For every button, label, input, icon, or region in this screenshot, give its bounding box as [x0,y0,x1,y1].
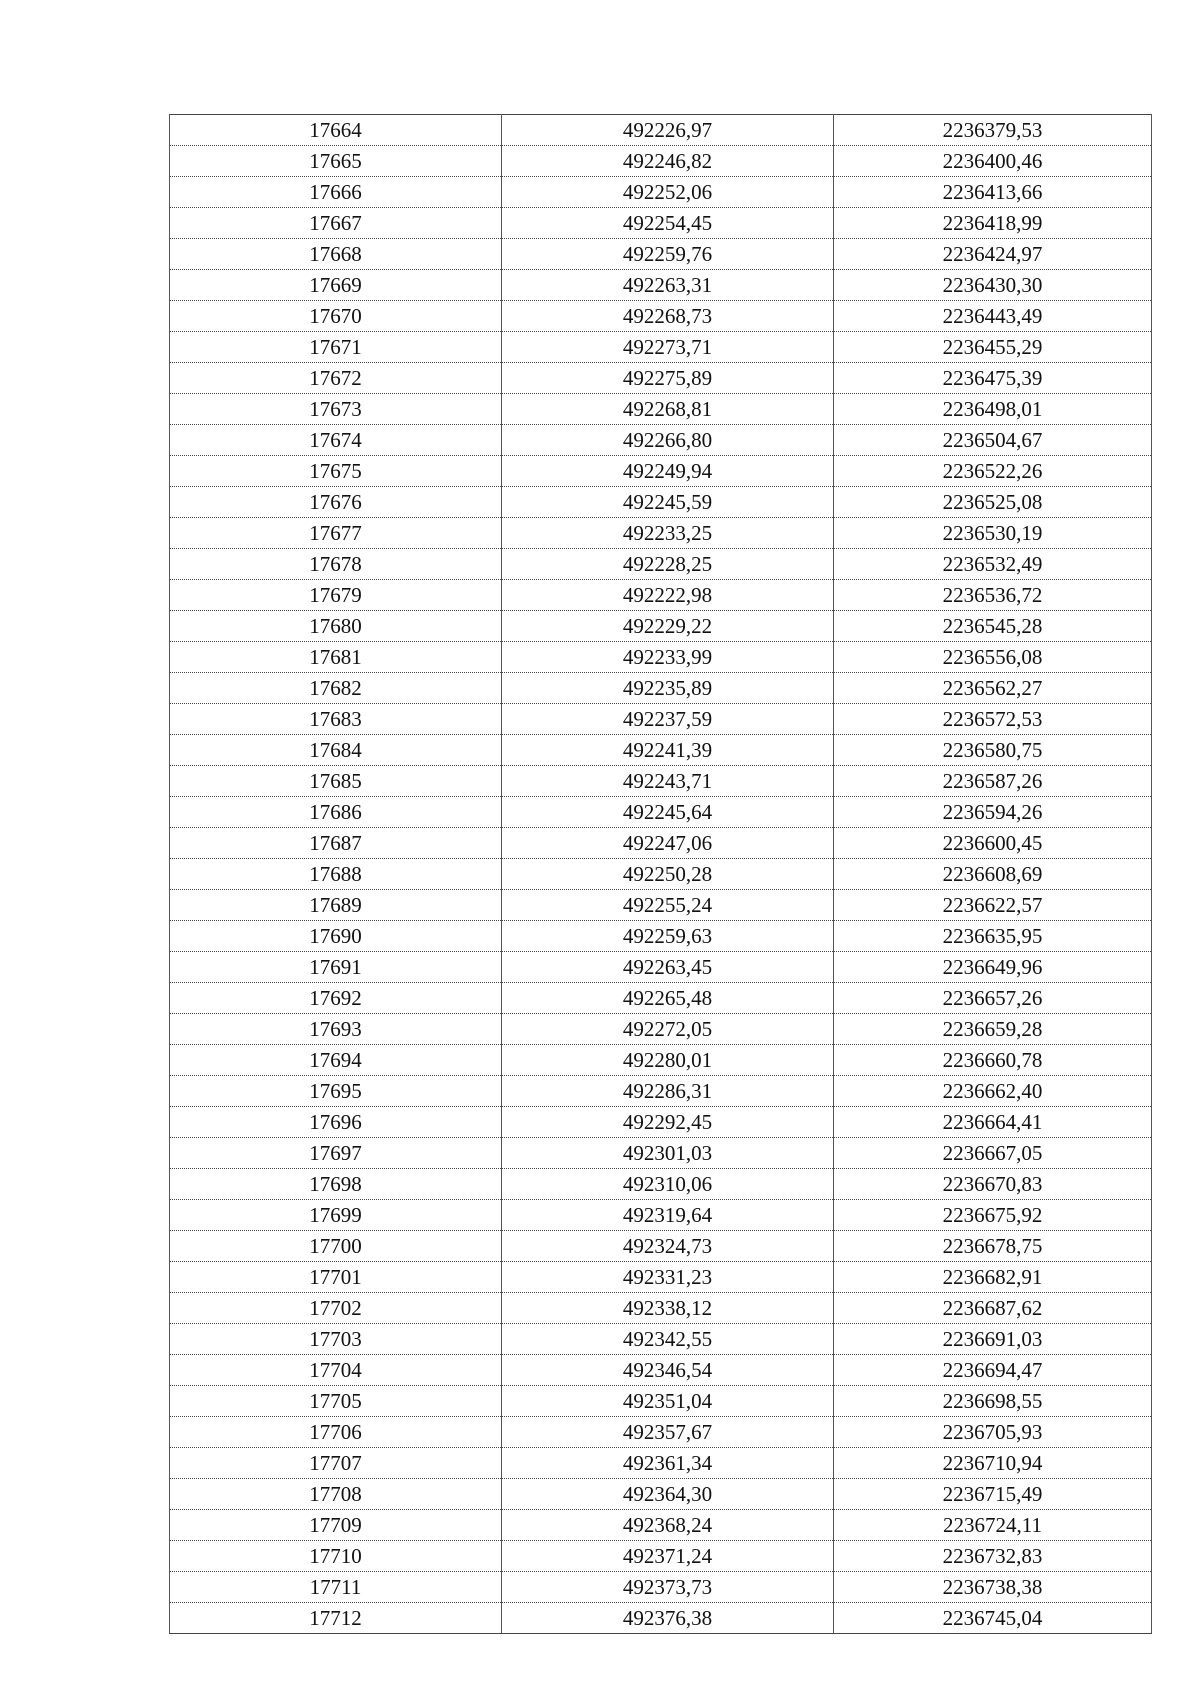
table-row [170,239,1152,270]
point-number-cell: 17686 [170,797,502,828]
x-coordinate-cell: 492310,06 [502,1169,834,1200]
table-row [170,735,1152,766]
y-coordinate-cell: 2236475,39 [834,363,1152,394]
table-row [170,1014,1152,1045]
table-row [170,580,1152,611]
y-coordinate-cell: 2236664,41 [834,1107,1152,1138]
x-coordinate-cell: 492338,12 [502,1293,834,1324]
point-number-cell: 17694 [170,1045,502,1076]
table-row [170,766,1152,797]
x-coordinate-cell: 492259,63 [502,921,834,952]
point-number-cell: 17704 [170,1355,502,1386]
table-row [170,921,1152,952]
x-coordinate-cell: 492266,80 [502,425,834,456]
point-number-cell: 17678 [170,549,502,580]
point-number-cell: 17667 [170,208,502,239]
table-row [170,1386,1152,1417]
table-row [170,890,1152,921]
x-coordinate-cell: 492229,22 [502,611,834,642]
y-coordinate-cell: 2236443,49 [834,301,1152,332]
x-coordinate-cell: 492351,04 [502,1386,834,1417]
x-coordinate-cell: 492373,73 [502,1572,834,1603]
y-coordinate-cell: 2236522,26 [834,456,1152,487]
table-row [170,859,1152,890]
y-coordinate-cell: 2236580,75 [834,735,1152,766]
x-coordinate-cell: 492265,48 [502,983,834,1014]
point-number-cell: 17682 [170,673,502,704]
point-number-cell: 17666 [170,177,502,208]
y-coordinate-cell: 2236682,91 [834,1262,1152,1293]
point-number-cell: 17665 [170,146,502,177]
x-coordinate-cell: 492361,34 [502,1448,834,1479]
table-row [170,1231,1152,1262]
point-number-cell: 17701 [170,1262,502,1293]
table-row [170,549,1152,580]
y-coordinate-cell: 2236530,19 [834,518,1152,549]
table-row [170,1169,1152,1200]
point-number-cell: 17702 [170,1293,502,1324]
y-coordinate-cell: 2236430,30 [834,270,1152,301]
table-row [170,1076,1152,1107]
y-coordinate-cell: 2236413,66 [834,177,1152,208]
table-row [170,952,1152,983]
y-coordinate-cell: 2236525,08 [834,487,1152,518]
point-number-cell: 17681 [170,642,502,673]
table-row [170,673,1152,704]
point-number-cell: 17680 [170,611,502,642]
x-coordinate-cell: 492237,59 [502,704,834,735]
y-coordinate-cell: 2236455,29 [834,332,1152,363]
y-coordinate-cell: 2236562,27 [834,673,1152,704]
table-row [170,1324,1152,1355]
table-row [170,146,1152,177]
y-coordinate-cell: 2236705,93 [834,1417,1152,1448]
x-coordinate-cell: 492222,98 [502,580,834,611]
x-coordinate-cell: 492247,06 [502,828,834,859]
x-coordinate-cell: 492263,45 [502,952,834,983]
x-coordinate-cell: 492357,67 [502,1417,834,1448]
table-row [170,1510,1152,1541]
y-coordinate-cell: 2236691,03 [834,1324,1152,1355]
table-row [170,611,1152,642]
table-row [170,797,1152,828]
y-coordinate-cell: 2236545,28 [834,611,1152,642]
x-coordinate-cell: 492319,64 [502,1200,834,1231]
table-row [170,332,1152,363]
y-coordinate-cell: 2236678,75 [834,1231,1152,1262]
point-number-cell: 17696 [170,1107,502,1138]
x-coordinate-cell: 492280,01 [502,1045,834,1076]
point-number-cell: 17668 [170,239,502,270]
point-number-cell: 17712 [170,1603,502,1634]
x-coordinate-cell: 492226,97 [502,115,834,146]
point-number-cell: 17690 [170,921,502,952]
point-number-cell: 17676 [170,487,502,518]
table-row [170,1355,1152,1386]
y-coordinate-cell: 2236622,57 [834,890,1152,921]
point-number-cell: 17706 [170,1417,502,1448]
y-coordinate-cell: 2236662,40 [834,1076,1152,1107]
point-number-cell: 17675 [170,456,502,487]
x-coordinate-cell: 492243,71 [502,766,834,797]
table-row [170,704,1152,735]
x-coordinate-cell: 492272,05 [502,1014,834,1045]
x-coordinate-cell: 492254,45 [502,208,834,239]
table-row [170,301,1152,332]
table-row [170,270,1152,301]
y-coordinate-cell: 2236600,45 [834,828,1152,859]
y-coordinate-cell: 2236738,38 [834,1572,1152,1603]
y-coordinate-cell: 2236732,83 [834,1541,1152,1572]
table-row [170,1572,1152,1603]
x-coordinate-cell: 492286,31 [502,1076,834,1107]
coordinates-table-body [170,115,1152,1634]
x-coordinate-cell: 492331,23 [502,1262,834,1293]
y-coordinate-cell: 2236649,96 [834,952,1152,983]
table-row [170,1262,1152,1293]
point-number-cell: 17699 [170,1200,502,1231]
table-row [170,1479,1152,1510]
table-row [170,1448,1152,1479]
point-number-cell: 17683 [170,704,502,735]
point-number-cell: 17671 [170,332,502,363]
y-coordinate-cell: 2236635,95 [834,921,1152,952]
point-number-cell: 17692 [170,983,502,1014]
x-coordinate-cell: 492245,59 [502,487,834,518]
table-row [170,1293,1152,1324]
point-number-cell: 17669 [170,270,502,301]
y-coordinate-cell: 2236400,46 [834,146,1152,177]
y-coordinate-cell: 2236667,05 [834,1138,1152,1169]
y-coordinate-cell: 2236424,97 [834,239,1152,270]
table-row [170,425,1152,456]
x-coordinate-cell: 492246,82 [502,146,834,177]
y-coordinate-cell: 2236418,99 [834,208,1152,239]
table-row [170,1107,1152,1138]
x-coordinate-cell: 492263,31 [502,270,834,301]
x-coordinate-cell: 492268,81 [502,394,834,425]
y-coordinate-cell: 2236587,26 [834,766,1152,797]
y-coordinate-cell: 2236694,47 [834,1355,1152,1386]
x-coordinate-cell: 492376,38 [502,1603,834,1634]
point-number-cell: 17672 [170,363,502,394]
x-coordinate-cell: 492255,24 [502,890,834,921]
table-row [170,1603,1152,1634]
point-number-cell: 17677 [170,518,502,549]
table-row [170,983,1152,1014]
table-row [170,642,1152,673]
point-number-cell: 17674 [170,425,502,456]
point-number-cell: 17707 [170,1448,502,1479]
x-coordinate-cell: 492241,39 [502,735,834,766]
x-coordinate-cell: 492245,64 [502,797,834,828]
table-row [170,1045,1152,1076]
coordinates-table [169,114,1152,1634]
table-row [170,1200,1152,1231]
y-coordinate-cell: 2236745,04 [834,1603,1152,1634]
point-number-cell: 17697 [170,1138,502,1169]
point-number-cell: 17684 [170,735,502,766]
x-coordinate-cell: 492275,89 [502,363,834,394]
y-coordinate-cell: 2236715,49 [834,1479,1152,1510]
x-coordinate-cell: 492268,73 [502,301,834,332]
point-number-cell: 17705 [170,1386,502,1417]
x-coordinate-cell: 492342,55 [502,1324,834,1355]
x-coordinate-cell: 492233,99 [502,642,834,673]
x-coordinate-cell: 492252,06 [502,177,834,208]
point-number-cell: 17688 [170,859,502,890]
point-number-cell: 17689 [170,890,502,921]
point-number-cell: 17673 [170,394,502,425]
point-number-cell: 17693 [170,1014,502,1045]
point-number-cell: 17695 [170,1076,502,1107]
x-coordinate-cell: 492368,24 [502,1510,834,1541]
point-number-cell: 17709 [170,1510,502,1541]
table-row [170,1417,1152,1448]
x-coordinate-cell: 492346,54 [502,1355,834,1386]
point-number-cell: 17691 [170,952,502,983]
x-coordinate-cell: 492233,25 [502,518,834,549]
table-row [170,518,1152,549]
point-number-cell: 17679 [170,580,502,611]
point-number-cell: 17710 [170,1541,502,1572]
x-coordinate-cell: 492301,03 [502,1138,834,1169]
y-coordinate-cell: 2236572,53 [834,704,1152,735]
y-coordinate-cell: 2236594,26 [834,797,1152,828]
x-coordinate-cell: 492292,45 [502,1107,834,1138]
y-coordinate-cell: 2236498,01 [834,394,1152,425]
point-number-cell: 17670 [170,301,502,332]
point-number-cell: 17703 [170,1324,502,1355]
point-number-cell: 17698 [170,1169,502,1200]
table-row [170,177,1152,208]
x-coordinate-cell: 492273,71 [502,332,834,363]
table-row [170,115,1152,146]
y-coordinate-cell: 2236670,83 [834,1169,1152,1200]
table-row [170,208,1152,239]
y-coordinate-cell: 2236608,69 [834,859,1152,890]
y-coordinate-cell: 2236710,94 [834,1448,1152,1479]
x-coordinate-cell: 492324,73 [502,1231,834,1262]
point-number-cell: 17711 [170,1572,502,1603]
y-coordinate-cell: 2236724,11 [834,1510,1152,1541]
point-number-cell: 17664 [170,115,502,146]
point-number-cell: 17708 [170,1479,502,1510]
point-number-cell: 17685 [170,766,502,797]
table-row [170,1138,1152,1169]
table-row [170,487,1152,518]
x-coordinate-cell: 492235,89 [502,673,834,704]
x-coordinate-cell: 492259,76 [502,239,834,270]
y-coordinate-cell: 2236536,72 [834,580,1152,611]
y-coordinate-cell: 2236687,62 [834,1293,1152,1324]
point-number-cell: 17700 [170,1231,502,1262]
x-coordinate-cell: 492371,24 [502,1541,834,1572]
x-coordinate-cell: 492228,25 [502,549,834,580]
table-row [170,394,1152,425]
table-row [170,828,1152,859]
y-coordinate-cell: 2236532,49 [834,549,1152,580]
table-row [170,363,1152,394]
point-number-cell: 17687 [170,828,502,859]
y-coordinate-cell: 2236675,92 [834,1200,1152,1231]
y-coordinate-cell: 2236379,53 [834,115,1152,146]
table-row [170,456,1152,487]
y-coordinate-cell: 2236657,26 [834,983,1152,1014]
y-coordinate-cell: 2236504,67 [834,425,1152,456]
table-row [170,1541,1152,1572]
x-coordinate-cell: 492364,30 [502,1479,834,1510]
y-coordinate-cell: 2236659,28 [834,1014,1152,1045]
y-coordinate-cell: 2236698,55 [834,1386,1152,1417]
x-coordinate-cell: 492250,28 [502,859,834,890]
y-coordinate-cell: 2236660,78 [834,1045,1152,1076]
y-coordinate-cell: 2236556,08 [834,642,1152,673]
x-coordinate-cell: 492249,94 [502,456,834,487]
